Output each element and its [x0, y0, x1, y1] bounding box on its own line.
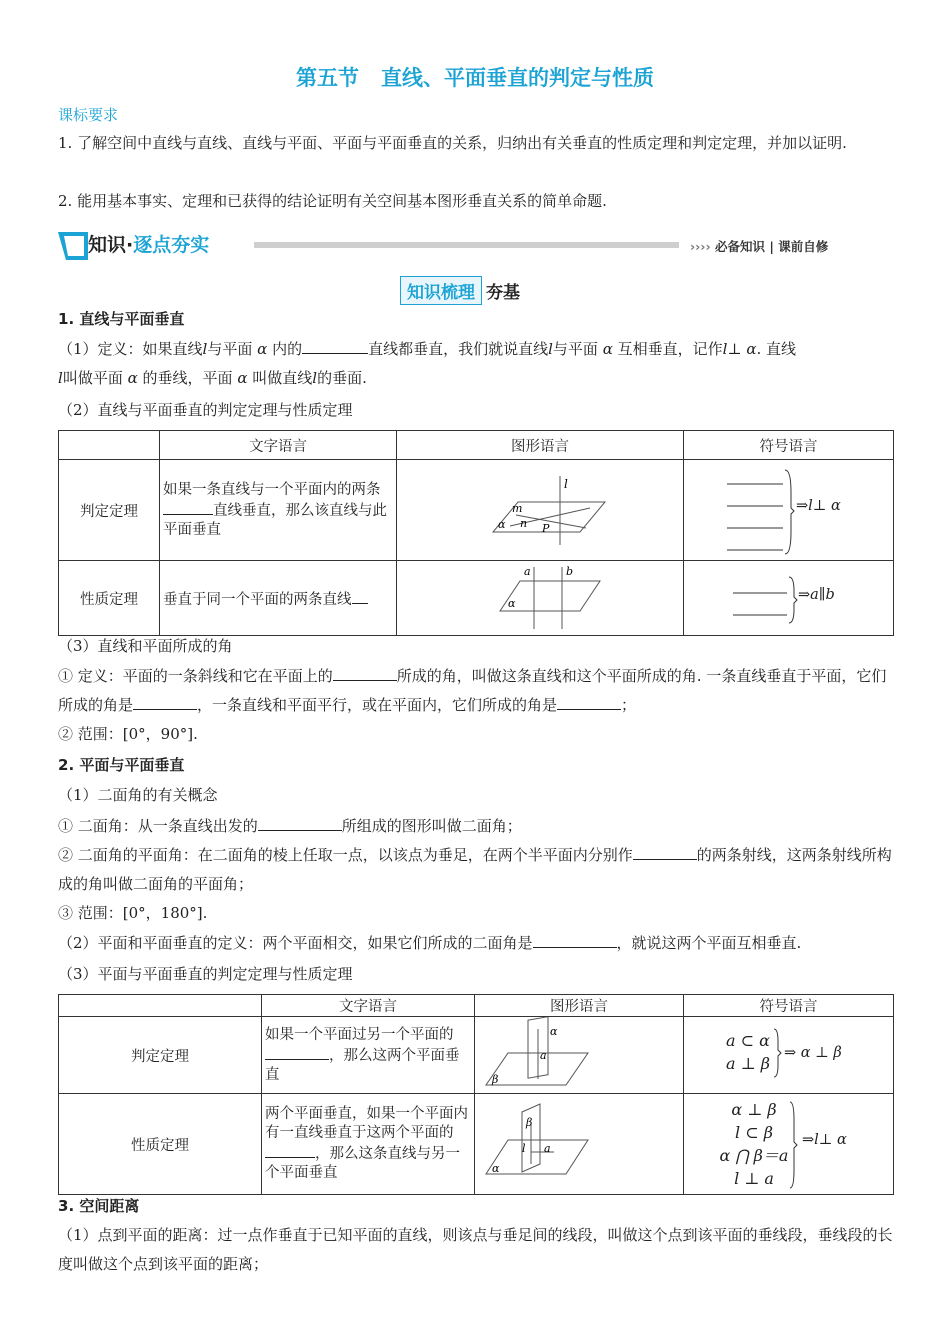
fig4-label-a: a [544, 1142, 551, 1155]
plane-plane-table [58, 994, 894, 1195]
table2-row1-symbol [684, 1017, 894, 1094]
s1-heading: 1. 直线与平面垂直 [58, 310, 185, 328]
table1-row2-symbol [684, 561, 894, 636]
blank-two-half-planes[interactable] [258, 816, 342, 831]
requirement-item-1: 1. 了解空间中直线与直线、直线与平面、平面与平面垂直的关系，归纳出有关垂直的性质定理和判定定理，并加以证明. [58, 134, 847, 152]
requirement-item-2: 2. 能用基本事实、定理和已获得的结论证明有关空间基本图形垂直关系的简单命题. [58, 192, 607, 210]
s2-definition: （2）平面和平面垂直的定义：两个平面相交，如果它们所成的二面角是 ，就说这两个平面互相垂直. [58, 934, 802, 952]
table1-row2-figure [397, 561, 684, 636]
subsection-tag [400, 276, 520, 305]
table2-row1-name: 判定定理 [59, 1017, 262, 1094]
line-plane-table [58, 430, 894, 636]
s2-sub3: （3）平面与平面垂直的判定定理与性质定理 [58, 965, 353, 983]
s2-range: ③ 范围：[0°，180°]. [58, 904, 208, 922]
section-title: 直线、平面垂直的判定与性质 [381, 66, 654, 90]
fig2-label-alpha: α [508, 597, 516, 610]
table2-row2-name: 性质定理 [59, 1094, 262, 1195]
tag-after: 夯基 [486, 283, 520, 303]
table2-row1-text: 如果一个平面过另一个平面的，那么这两个平面垂直 [262, 1017, 475, 1094]
banner-title [88, 230, 209, 257]
blank-parallel[interactable] [352, 589, 368, 604]
fig1-label-p: P [542, 522, 550, 535]
section-number: 第五节 [296, 66, 359, 90]
s3-point-plane-distance: （1）点到平面的距离：过一点作垂直于已知平面的直线，则该点与垂足间的线段，叫做这个点到该平面的垂线段，垂线段的长度叫做这个点到该平面的距离； [58, 1226, 893, 1273]
fig3-label-a: a [540, 1049, 547, 1062]
blank-right-dihedral[interactable] [533, 933, 617, 948]
s2-plane-angle: ② 二面角的平面角：在二面角的棱上任取一点，以该点为垂足，在两个半平面内分别作 的两条射线，这两条射线所构成的角叫做二面角的平面角； [58, 846, 892, 893]
fig2-label-b: b [566, 565, 574, 578]
banner-subtitle [690, 237, 828, 255]
fig4-label-alpha: α [492, 1162, 500, 1175]
s2-sub1: （1）二面角的有关概念 [58, 786, 218, 804]
table1-header-figure: 图形语言 [397, 431, 684, 460]
table2-row2-result: ⇒l⊥ α [802, 1132, 847, 1148]
cond-l-perp-a: l ⊥ a [734, 1169, 774, 1188]
table1-row2-result: ⇒a∥b [798, 587, 835, 603]
banner-separator: | [769, 239, 774, 254]
figure-plane-perp-property [478, 1094, 678, 1190]
fig3-label-alpha: α [550, 1025, 558, 1038]
table2-row1-conditions [726, 1029, 770, 1075]
requirements-heading: 课标要求 [58, 106, 119, 124]
table1-row1-name: 判定定理 [59, 460, 160, 561]
blank-right-angle[interactable] [133, 695, 197, 710]
table1-row1-result: ⇒l⊥ α [796, 498, 841, 514]
cond-l-in-beta: l ⊂ β [735, 1123, 773, 1142]
blank-zero-angle[interactable] [557, 695, 621, 710]
table1-row1-figure [397, 460, 684, 561]
table2-header-figure: 图形语言 [475, 995, 684, 1017]
banner-right-b: 课前自修 [778, 239, 829, 254]
table2-header-text: 文字语言 [262, 995, 475, 1017]
table1-row2-text: 垂直于同一个平面的两条直线 [160, 561, 397, 636]
figure-parallel-lines [400, 561, 680, 631]
fig4-label-l: l [522, 1142, 526, 1155]
cond-intersection: α ⋂ β＝a [719, 1146, 789, 1165]
brace-3 [788, 1100, 800, 1190]
s2-heading: 2. 平面与平面垂直 [58, 756, 185, 774]
figure-plane-perp-judge [478, 1017, 678, 1089]
banner-dot: · [126, 234, 134, 256]
s1-angle-range: ② 范围：[0°，90°]. [58, 725, 198, 743]
tag-box: 知识梳理 [400, 276, 482, 305]
table2-row2-symbol [684, 1094, 894, 1195]
fig1-label-m: m [512, 502, 523, 515]
banner-right-a: 必备知识 [714, 239, 765, 254]
blank-intersection-line[interactable] [265, 1143, 315, 1158]
table2-row2-conditions [714, 1098, 794, 1190]
fig1-label-n: n [520, 517, 528, 530]
table2-row1-figure [475, 1017, 684, 1094]
fig2-label-a: a [524, 565, 531, 578]
fig4-label-beta: β [526, 1116, 533, 1129]
cond-a-perp-beta: a ⊥ β [726, 1054, 771, 1073]
table1-row1-symbol [684, 460, 894, 561]
blank-any-line[interactable] [302, 339, 368, 354]
banner-label-b: 逐点夯实 [133, 234, 210, 256]
s1-sub2: （2）直线与平面垂直的判定定理与性质定理 [58, 401, 353, 419]
fig1-label-l: l [564, 477, 568, 491]
table1-header-text: 文字语言 [160, 431, 397, 460]
s1-angle-definition: ① 定义：平面的一条斜线和它在平面上的 所成的角，叫做这条直线和这个平面所成的角. 一条直线垂直于平面，它们所成的角是 ，一条直线和平面平行，或在平面内，它们所成的角是 ； [58, 667, 887, 714]
table2-row2-text: 两个平面垂直，如果一个平面内有一直线垂直于这两个平面的，那么这条直线与另一个平面垂直 [262, 1094, 475, 1195]
s1-definition: （1）定义：如果直线l与平面 α 内的 直线都垂直，我们就说直线l与平面 α 互相垂直，记作l⊥ α. 直线 l叫做平面 α 的垂线，平面 α 叫做直线l的垂面. [58, 340, 797, 387]
cond-a-in-alpha: a ⊂ α [726, 1031, 770, 1050]
brace-2 [772, 1027, 784, 1079]
figure-line-perp-plane [400, 460, 680, 556]
table1-row1-text: 如果一条直线与一个平面内的两条直线垂直，那么该直线与此平面垂直 [160, 460, 397, 561]
s1-sub3: （3）直线和平面所成的角 [58, 637, 233, 655]
fig3-label-beta: β [492, 1073, 499, 1086]
blank-perp-to-edge[interactable] [633, 845, 697, 860]
table2-row2-figure [475, 1094, 684, 1195]
blank-intersecting[interactable] [163, 500, 213, 515]
cond-alpha-perp-beta: α ⊥ β [731, 1100, 777, 1119]
s2-dihedral: ① 二面角：从一条直线出发的 所组成的图形叫做二面角； [58, 817, 522, 835]
blank-perpendicular[interactable] [265, 1045, 329, 1060]
symbol-blanks-2 [687, 563, 867, 633]
s3-heading: 3. 空间距离 [58, 1197, 140, 1215]
table1-row2-name: 性质定理 [59, 561, 160, 636]
banner-arrows: ›››› [690, 239, 711, 254]
fig1-label-alpha: α [498, 518, 506, 531]
table2-header-symbol: 符号语言 [684, 995, 894, 1017]
blank-projection[interactable] [333, 666, 397, 681]
table2-row1-result: ⇒ α ⊥ β [784, 1045, 842, 1061]
page-title [0, 62, 950, 92]
banner-label-a: 知识 [88, 234, 127, 256]
table1-header-symbol: 符号语言 [684, 431, 894, 460]
